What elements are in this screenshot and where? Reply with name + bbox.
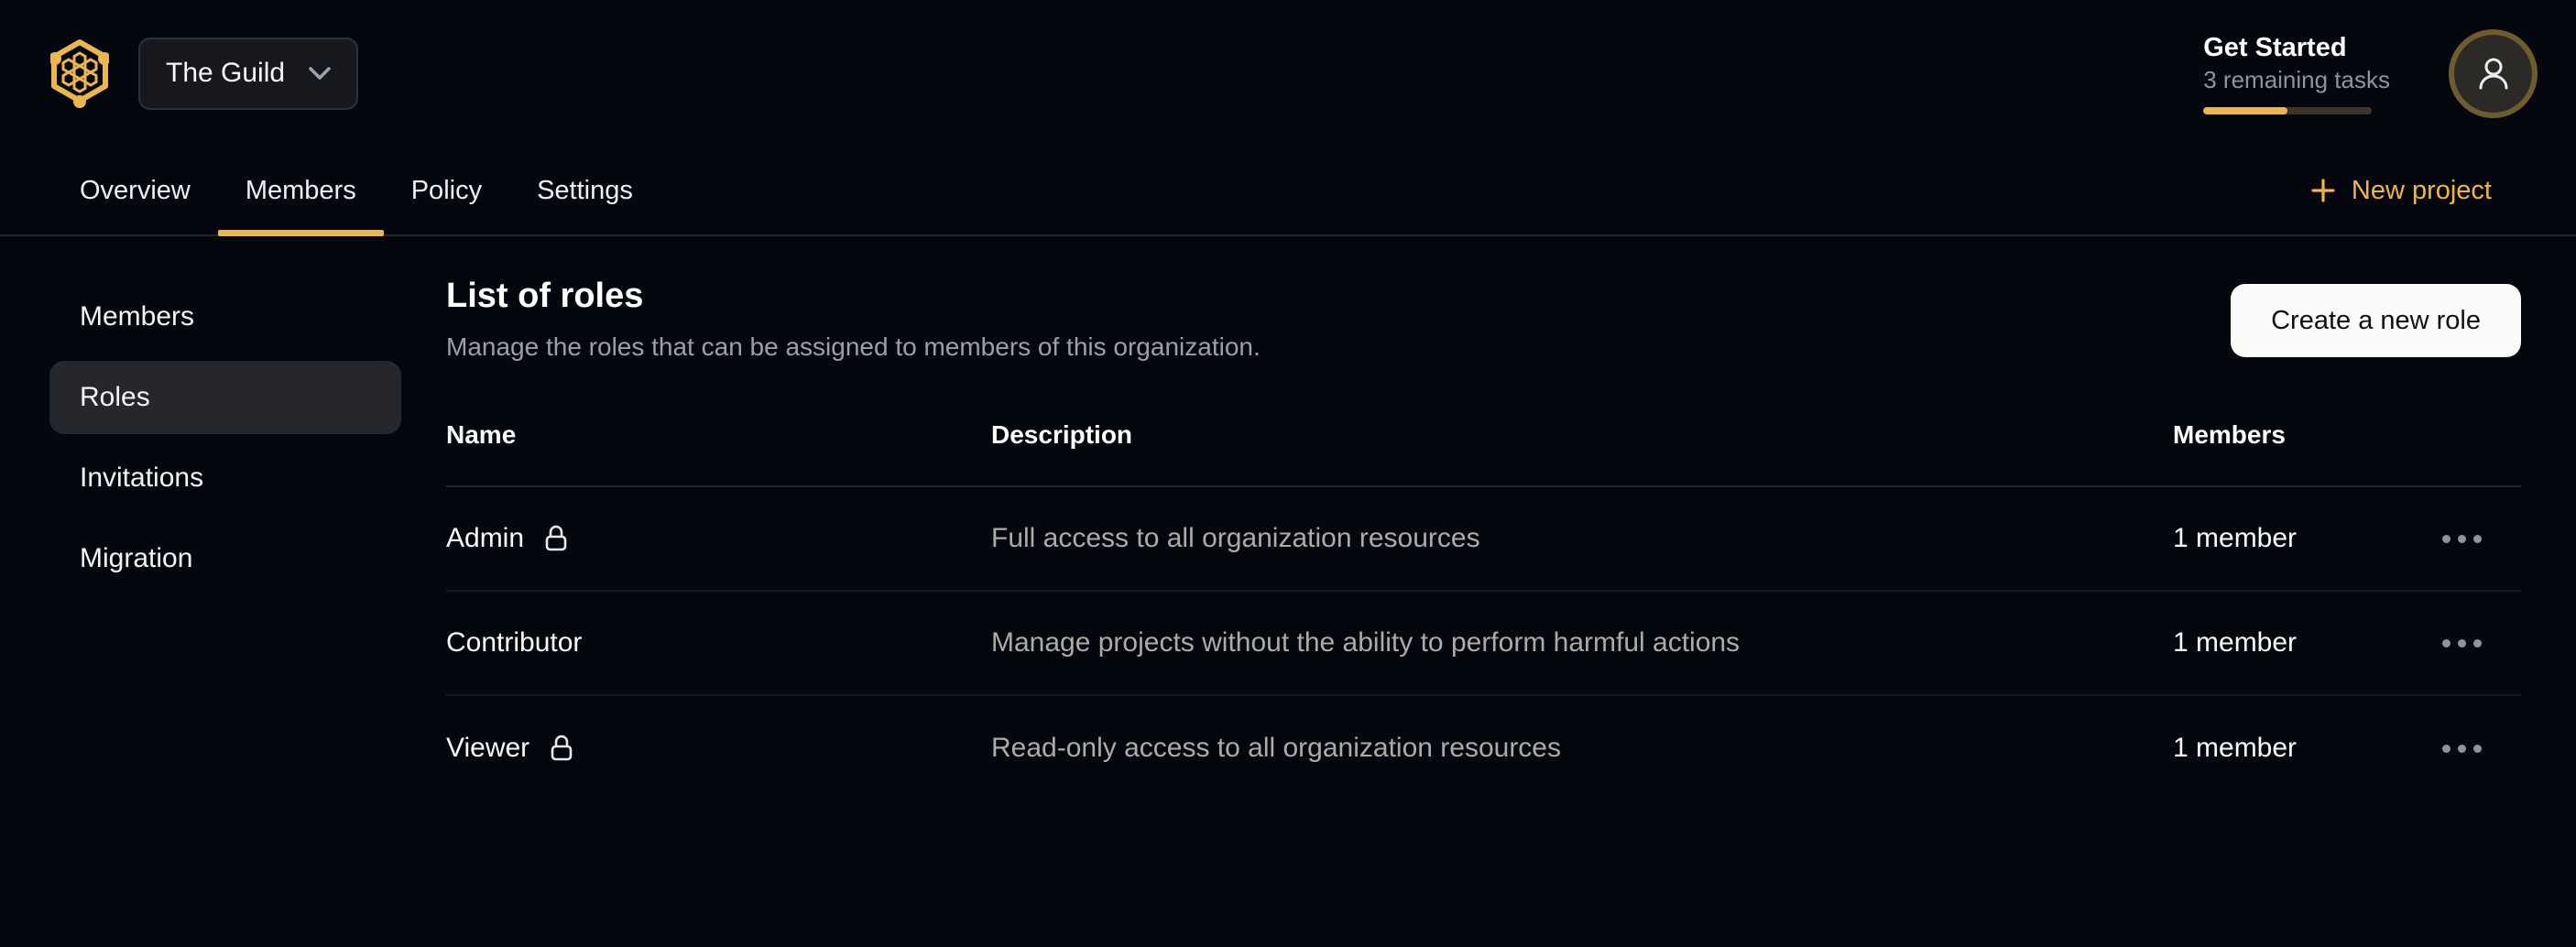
role-name: Contributor <box>446 627 583 658</box>
roles-panel-header <box>446 275 2521 363</box>
user-avatar-button[interactable] <box>2449 29 2538 118</box>
hive-logo-icon[interactable] <box>50 38 109 108</box>
table-row-admin <box>446 487 2521 592</box>
create-role-button[interactable]: Create a new role <box>2231 284 2521 357</box>
role-name: Admin <box>446 523 525 553</box>
get-started-title: Get Started <box>2203 33 2347 62</box>
organization-name: The Guild <box>166 58 286 88</box>
lock-icon <box>542 524 570 553</box>
top-bar <box>0 0 2576 147</box>
members-sidebar <box>0 236 412 800</box>
lock-icon <box>548 734 575 763</box>
role-member-count: 1 member <box>2173 523 2298 553</box>
get-started-progress-fill <box>2203 107 2287 114</box>
top-right-group <box>2203 29 2538 118</box>
sidebar-item-roles[interactable]: Roles <box>49 361 401 434</box>
sidebar-item-invitations[interactable]: Invitations <box>80 463 204 493</box>
row-actions-ellipsis-icon[interactable] <box>2433 630 2491 657</box>
roles-panel-titles <box>446 275 1261 363</box>
org-nav-tabs <box>0 147 2576 236</box>
new-project-button[interactable] <box>2309 147 2492 234</box>
get-started-remaining-tasks: 3 remaining tasks <box>2203 66 2390 93</box>
column-header-members: Members <box>2173 420 2286 449</box>
plus-icon <box>2309 177 2337 204</box>
new-project-label: New project <box>2351 175 2492 205</box>
role-name: Viewer <box>446 733 530 763</box>
tab-members[interactable]: Members <box>218 147 384 234</box>
column-header-name: Name <box>446 420 517 449</box>
role-description: Manage projects without the ability to perform harmful actions <box>991 627 1741 658</box>
role-description: Full access to all organization resources <box>991 523 1480 553</box>
roles-table <box>446 385 2521 800</box>
sidebar-item-members[interactable]: Members <box>80 301 195 332</box>
role-member-count: 1 member <box>2173 733 2298 763</box>
table-row-viewer <box>446 696 2521 800</box>
user-icon <box>2473 53 2514 93</box>
tab-settings[interactable]: Settings <box>537 175 633 205</box>
page-title: List of roles <box>446 277 644 315</box>
row-actions-ellipsis-icon[interactable] <box>2433 526 2491 552</box>
sidebar-item-migration[interactable]: Migration <box>80 543 193 573</box>
get-started-widget[interactable] <box>2203 32 2390 114</box>
tab-policy[interactable]: Policy <box>410 175 483 205</box>
chevron-down-icon <box>309 67 331 80</box>
page-subtitle: Manage the roles that can be assigned to members of this organization. <box>446 332 1261 361</box>
roles-panel <box>412 236 2576 800</box>
content-area <box>0 236 2576 800</box>
get-started-progress-track <box>2203 107 2372 114</box>
organization-selector[interactable] <box>138 38 358 110</box>
roles-table-header <box>446 385 2521 487</box>
role-member-count: 1 member <box>2173 627 2298 658</box>
role-description: Read-only access to all organization resources <box>991 733 1561 763</box>
tab-overview[interactable]: Overview <box>80 175 191 205</box>
column-header-description: Description <box>991 420 1133 449</box>
table-row-contributor <box>446 592 2521 696</box>
row-actions-ellipsis-icon[interactable] <box>2433 735 2491 762</box>
